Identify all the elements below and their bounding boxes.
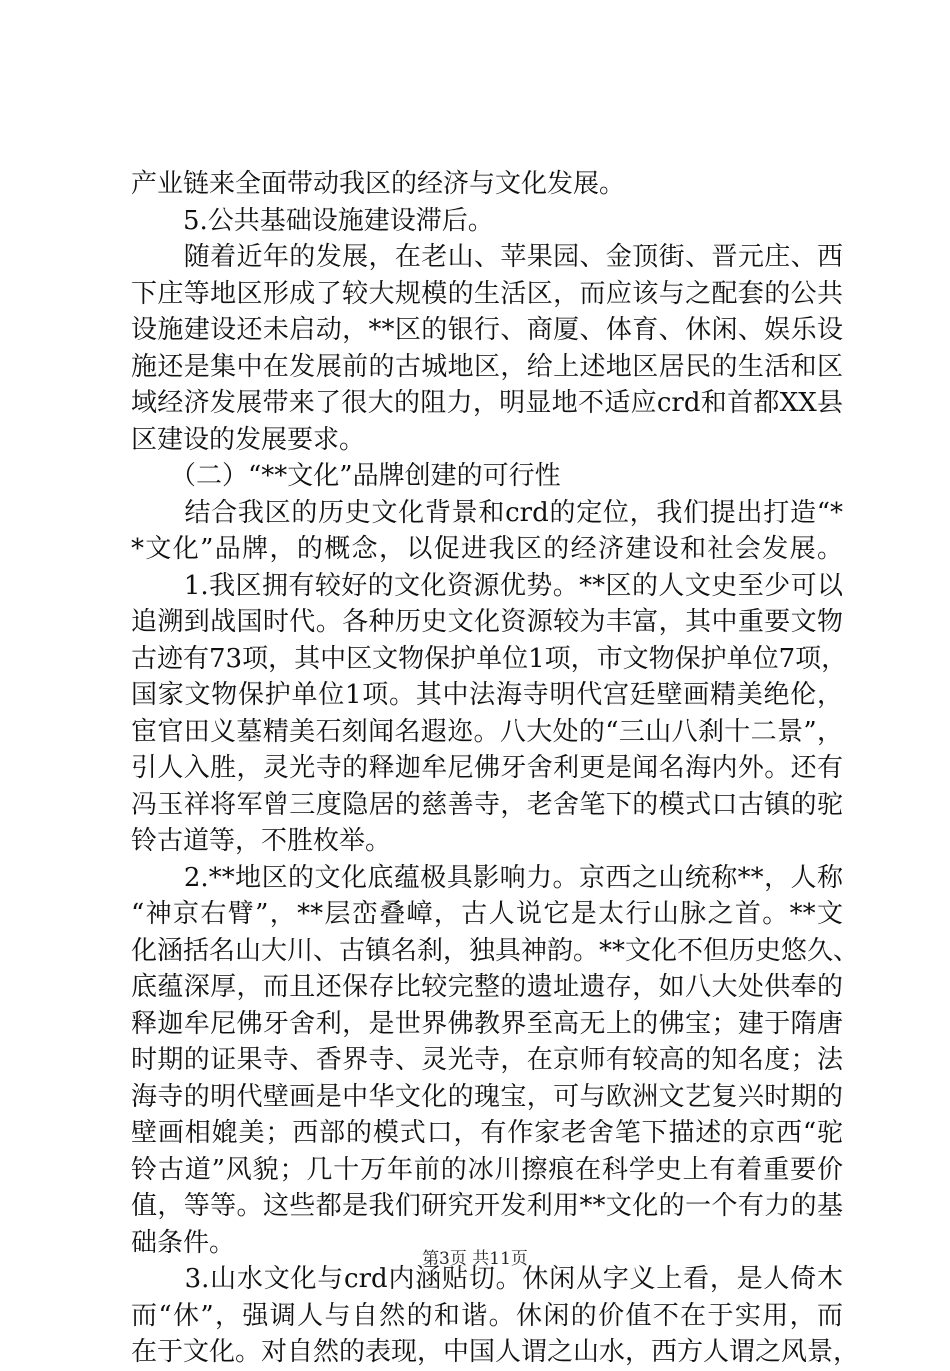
text-line: 5.公共基础设施建设滞后。 [131,205,494,236]
text-line: 值，等等。这些都是我们研究开发利用**文化的一个有力的基 [131,1191,843,1221]
text-line: 铃古道”风貌；几十万年前的冰川擦痕在科学史上有着重要价 [131,1154,843,1185]
text-line: *文化”品牌，的概念，以促进我区的经济建设和社会发展。 [131,534,843,564]
text-line: 海寺的明代壁画是中华文化的瑰宝，可与欧洲文艺复兴时期的 [131,1081,843,1112]
text-line: 域经济发展带来了很大的阻力，明显地不适应crd和首都XX县 [131,388,843,418]
text-line: 释迦牟尼佛牙舍利，是世界佛教界至高无上的佛宝；建于隋唐 [131,1008,843,1039]
text-line: 础条件。 [131,1227,236,1258]
text-line: 下庄等地区形成了较大规模的生活区，而应该与之配套的公共 [131,278,843,309]
text-line: 古迹有73项，其中区文物保护单位1项，市文物保护单位7项， [131,643,848,674]
text-line: 3.山水文化与crd内涵贴切。休闲从字义上看，是人倚木 [131,1264,843,1294]
text-line: 在于文化。对自然的表现，中国人谓之山水，西方人谓之风景， [131,1337,860,1367]
text-line: 随着近年的发展，在老山、苹果园、金顶街、晋元庄、西 [131,242,843,272]
text-line: 结合我区的历史文化背景和crd的定位，我们提出打造“* [131,497,843,528]
page-footer: 第3页 共11页 [422,1249,528,1269]
text-line: 而“休”，强调人与自然的和谐。休闲的价值不在于实用，而 [131,1300,843,1331]
text-line: 时期的证果寺、香界寺、灵光寺，在京师有较高的知名度；法 [131,1045,843,1075]
text-line: 设施建设还未启动，**区的银行、商厦、体育、休闲、娱乐设 [131,315,843,345]
text-line: 1.我区拥有较好的文化资源优势。**区的人文史至少可以 [131,570,843,601]
text-line: 化涵括名山大川、古镇名刹，独具神韵。**文化不但历史悠久、 [131,935,860,966]
text-line: 底蕴深厚，而且还保存比较完整的遗址遗存，如八大处供奉的 [131,972,843,1002]
text-line: “神京右臂”，**层峦叠嶂，古人说它是太行山脉之首。**文 [131,899,843,929]
text-line: 冯玉祥将军曾三度隐居的慈善寺，老舍笔下的模式口古镇的驼 [131,789,843,820]
text-line: 宦官田义墓精美石刻闻名遐迩。八大处的“三山八刹十二景”， [131,716,843,747]
text-line: 追溯到战国时代。各种历史文化资源较为丰富，其中重要文物 [131,607,843,637]
text-line: 铃古道等，不胜枚举。 [131,826,392,856]
document-body [131,166,860,1371]
text-line: （二）“**文化”品牌创建的可行性 [131,461,561,491]
text-line: 区建设的发展要求。 [131,424,366,455]
text-line: 壁画相媲美；西部的模式口，有作家老舍笔下描述的京西“驼 [131,1118,843,1148]
text-line: 引人入胜，灵光寺的释迦牟尼佛牙舍利更是闻名海内外。还有 [131,753,843,783]
text-line: 国家文物保护单位1项。其中法海寺明代宫廷壁画精美绝伦， [131,680,843,710]
text-line: 2.**地区的文化底蕴极具影响力。京西之山统称**，人称 [131,862,843,893]
text-line: 施还是集中在发展前的古城地区，给上述地区居民的生活和区 [131,351,843,382]
text-line: 产业链来全面带动我区的经济与文化发展。 [131,169,626,199]
